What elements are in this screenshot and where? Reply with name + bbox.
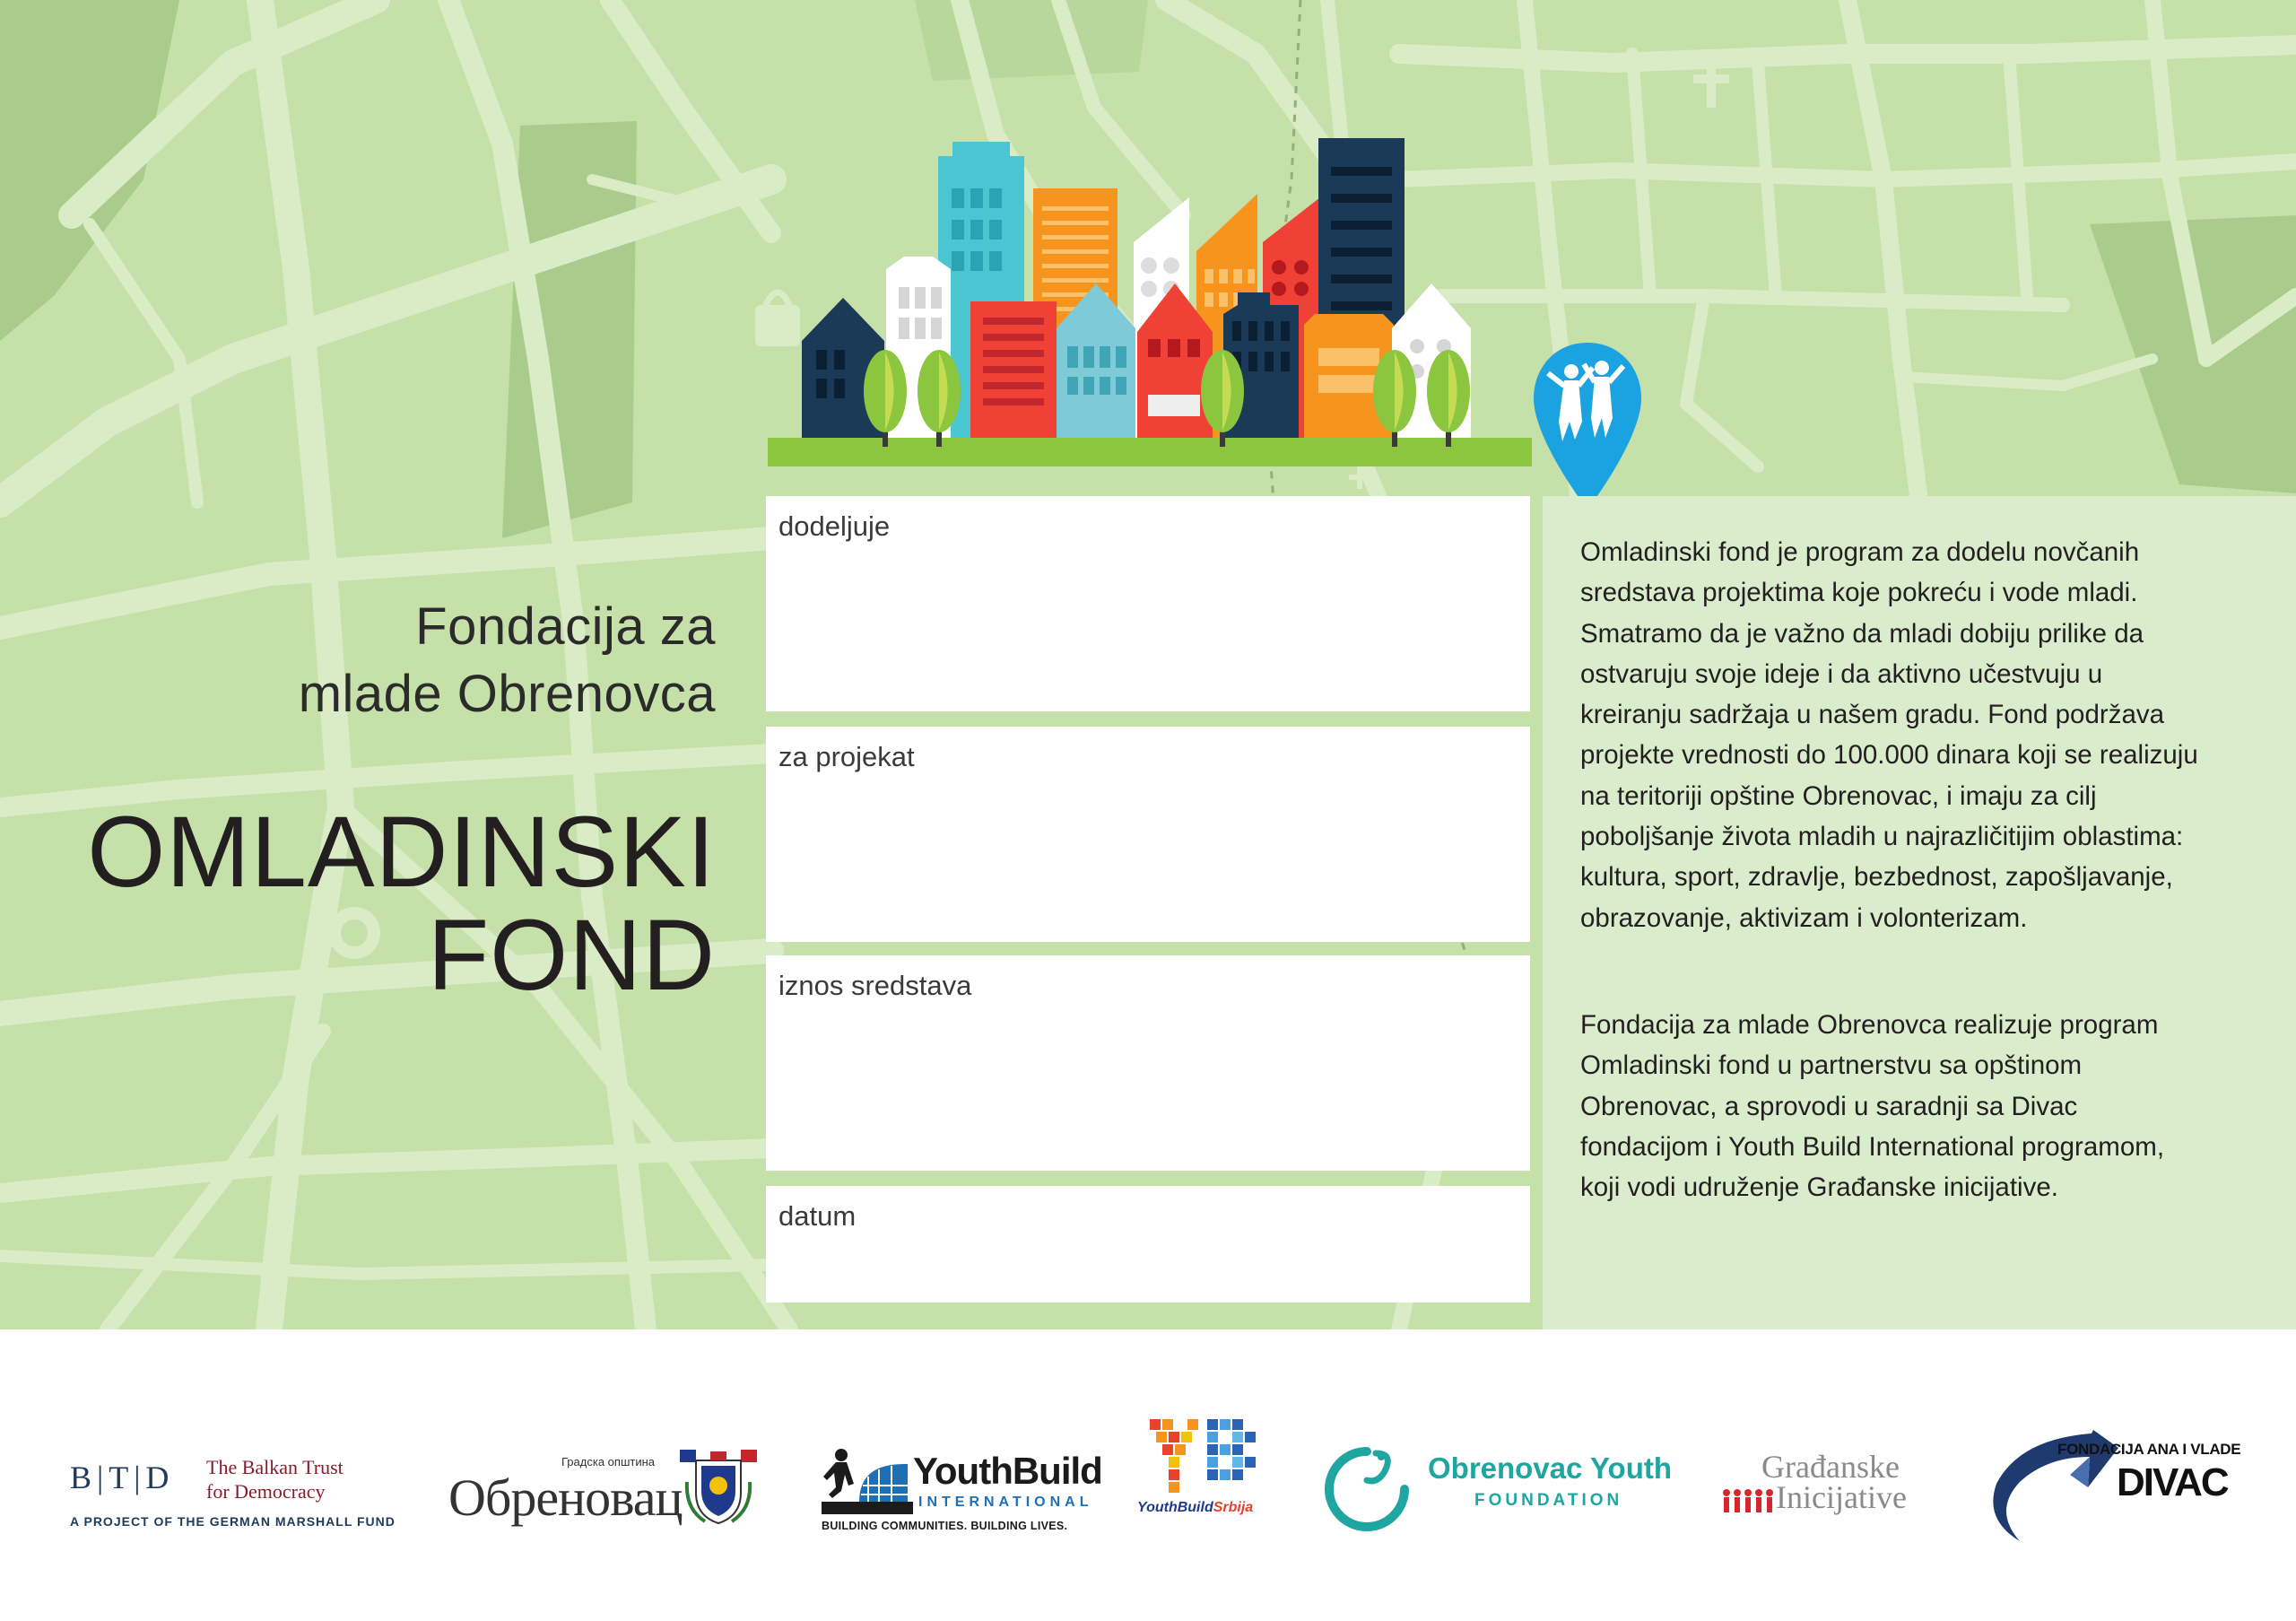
coat-of-arms-icon	[678, 1446, 759, 1527]
awarded-to-label: dodeljuje	[778, 510, 891, 542]
partner-logos	[0, 1329, 2296, 1621]
gradjanske-inicijative-logo	[1722, 1448, 1946, 1529]
youthbuild-international-text: INTERNATIONAL	[918, 1495, 1093, 1510]
oyf-name: Obrenovac Youth	[1428, 1451, 1672, 1485]
organization-name-line-2: mlade Obrenovca	[298, 665, 716, 723]
oyf-subtitle: FOUNDATION	[1474, 1491, 1623, 1510]
gi-name-line-1: Građanske	[1761, 1449, 1900, 1485]
location-pin-people-icon	[1530, 341, 1645, 511]
obrenovac-small-text: Градска општина	[561, 1455, 655, 1468]
obrenovac-youth-foundation-logo	[1322, 1444, 1699, 1534]
youthbuild-srbija-name	[1137, 1500, 1253, 1516]
youthbuild-house-icon	[822, 1446, 913, 1518]
project-field[interactable]	[766, 727, 1530, 942]
info-paragraph-program: Omladinski fond je program za dodelu novčanih sredstava projektima koje pokreću i vode mladi. Smatramo da je važno da mladi dobiju prilike da ostvaruju svoje ideje i da aktivno učestvuju u kreiranju sadržaja u našem gradu. Fond podržava projekte vrednosti do 100.000 dinara koji se realizuju na teritoriji opštine Obrenovac, i imaju za cilj poboljšanje života mladih u najrazličitijim oblastima: kultura, sport, zdravlje, bezbednost, zapošljavanje, obrazovanje, aktivizam i volonterizam.	[1580, 537, 2198, 933]
obrenovac-municipality-logo	[448, 1446, 762, 1536]
amount-label: iznos sredstava	[778, 970, 972, 1001]
organization-name-line-1: Fondacija za	[415, 597, 716, 656]
program-title-line-2: FOND	[427, 899, 716, 1011]
awarded-to-field[interactable]	[766, 496, 1530, 711]
btd-letters: B|T|D	[70, 1460, 175, 1495]
oyf-swirl-icon	[1322, 1444, 1412, 1534]
btd-subtitle: A PROJECT OF THE GERMAN MARSHALL FUND	[70, 1514, 396, 1529]
youthbuild-name: YouthBuild	[913, 1450, 1102, 1492]
people-row-icon	[1722, 1487, 1776, 1514]
youthbuild-international-logo	[822, 1446, 1102, 1536]
project-label: za projekat	[778, 741, 915, 772]
program-title-line-1: OMLADINSKI	[87, 796, 716, 908]
btd-name-line-2: for Democracy	[206, 1480, 326, 1503]
date-label: datum	[778, 1200, 857, 1232]
amount-field[interactable]	[766, 955, 1530, 1171]
date-field[interactable]	[766, 1186, 1530, 1303]
gi-name-line-2: Inicijative	[1776, 1479, 1907, 1515]
ybs-name-part-1: YouthBuild	[1137, 1500, 1213, 1515]
obrenovac-name: Обреновац	[448, 1468, 683, 1527]
info-panel	[1543, 496, 2296, 1329]
youthbuild-srbija-mosaic-icon	[1132, 1410, 1275, 1500]
youthbuild-tagline: BUILDING COMMUNITIES. BUILDING LIVES.	[822, 1520, 1068, 1532]
ybs-name-part-2: Srbija	[1213, 1500, 1254, 1515]
city-skyline-icon	[768, 135, 1532, 472]
divac-line-1: FONDACIJA ANA I VLADE	[2057, 1441, 2241, 1458]
youthbuild-srbija-logo	[1132, 1410, 1284, 1536]
divac-line-2: DIVAC	[2117, 1460, 2228, 1504]
divac-foundation-logo	[1984, 1430, 2244, 1547]
info-paragraph-partners: Fondacija za mlade Obrenovca realizuje program Omladinski fond u partnerstvu sa opštinom Obrenovac, a sprovodi u saradnji sa Divac fondacijom i Youth Build International programom, koji vodi udruženje Građanske inicijative.	[1580, 1010, 2165, 1203]
btd-name-line-1: The Balkan Trust	[206, 1456, 344, 1478]
balkan-trust-logo	[70, 1455, 429, 1536]
